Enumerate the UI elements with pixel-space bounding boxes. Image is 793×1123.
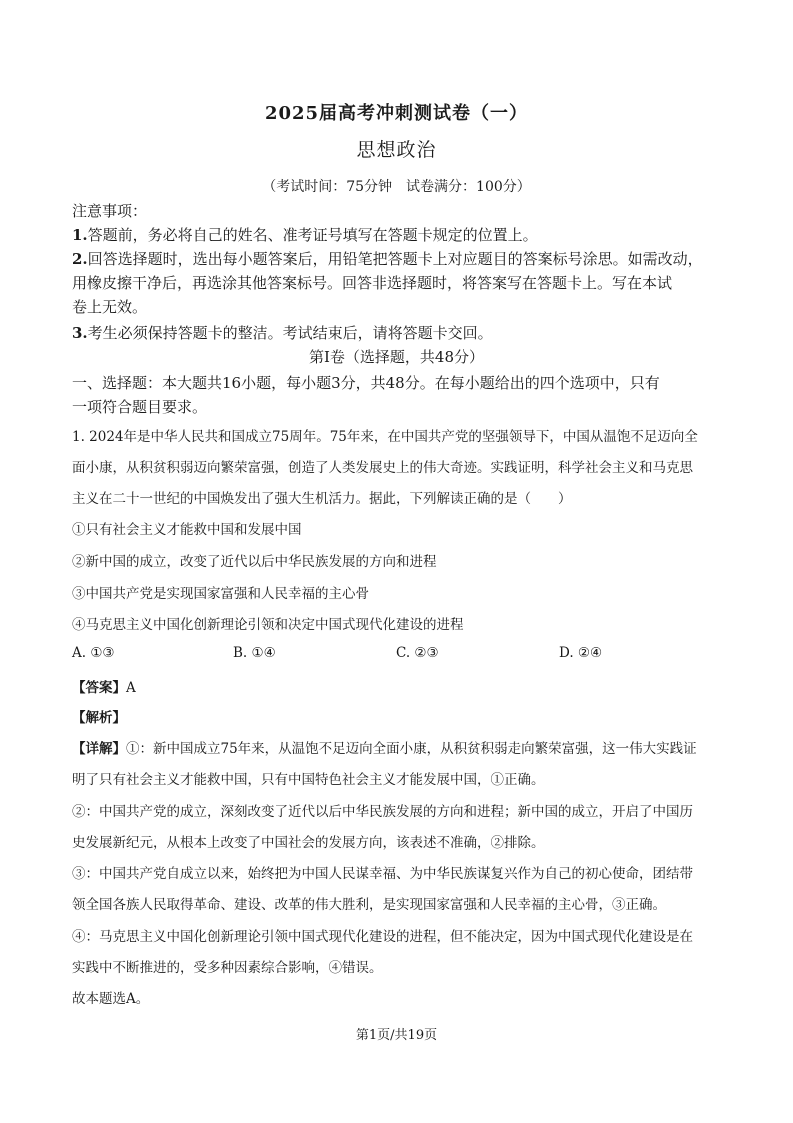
detail-line: 领全国各族人民取得革命、建设、改革的伟大胜利，是实现国家富强和人民幸福的主心骨，③正确。 xyxy=(72,897,666,913)
page-number: 第1页/共19页 xyxy=(355,1028,438,1043)
option-d: D. ②④ xyxy=(559,645,603,661)
detail-line: ④：马克思主义中国化创新理论引领中国式现代化建设的进程，但不能决定，因为中国式现代化建设是在 xyxy=(72,929,693,945)
question-stem-line: 主义在二十一世纪的中国焕发出了强大生机活力。据此，下列解读正确的是（ ） xyxy=(72,491,572,507)
notice-item-1 xyxy=(72,224,538,245)
part1-heading: 第Ⅰ卷（选择题，共48分） xyxy=(308,348,484,366)
answer-line xyxy=(72,676,136,696)
notice-item-1-number: 1. xyxy=(72,226,88,244)
section-instruction: 一项符合题目要求。 xyxy=(72,398,208,416)
analysis-label: 【解析】 xyxy=(72,710,126,726)
statement-3: ③中国共产党是实现国家富强和人民幸福的主心骨 xyxy=(72,586,369,602)
notice-item-3 xyxy=(72,322,493,343)
detail-line xyxy=(72,737,697,757)
notice-item-3-text: 考生必须保持答题卡的整洁。考试结束后，请将答题卡交回。 xyxy=(87,324,493,342)
answer-value: A xyxy=(126,680,136,696)
notice-item-2-line: 回答选择题时，选出每小题答案后，用铅笔把答题卡上对应题目的答案标号涂思。如需改动， xyxy=(87,250,703,268)
notice-item-2-line: 用橡皮擦干净后，再选涂其他答案标号。回答非选择题时，将答案写在答题卡上。写在本试 xyxy=(72,274,673,292)
exam-title: 2025届高考冲刺测试卷（一） xyxy=(264,103,529,124)
option-b: B. ①④ xyxy=(233,645,276,661)
notice-item-2 xyxy=(72,248,703,269)
notice-item-1-text: 答题前，务必将自己的姓名、准考证号填写在答题卡规定的位置上。 xyxy=(87,226,538,244)
detail-label: 【详解】 xyxy=(72,741,126,757)
statement-2: ②新中国的成立，改变了近代以后中华民族发展的方向和进程 xyxy=(72,554,437,570)
statement-1: ①只有社会主义才能救中国和发展中国 xyxy=(72,522,302,538)
exam-info xyxy=(0,176,793,196)
statement-4: ④马克思主义中国化创新理论引领和决定中国式现代化建设的进程 xyxy=(72,617,464,633)
notice-item-2-number: 2. xyxy=(72,250,88,268)
notice-heading: 注意事项： xyxy=(72,202,148,220)
exam-time: （考试时间：75分钟 xyxy=(262,179,393,195)
detail-line: ③：中国共产党自成立以来，始终把为中国人民谋幸福、为中华民族谋复兴作为自己的初心使命，团结带 xyxy=(72,866,693,882)
detail-line: 明了只有社会主义才能救中国，只有中国特色社会主义才能发展中国，①正确。 xyxy=(72,772,545,788)
conclusion: 故本题选A。 xyxy=(72,991,150,1007)
question-stem-line: 面小康，从积贫积弱迈向繁荣富强，创造了人类发展史上的伟大奇迹。实践证明，科学社会主义和马克思 xyxy=(72,460,693,476)
notice-item-3-number: 3. xyxy=(72,324,88,342)
question-stem-line: 1. 2024年是中华人民共和国成立75周年。75年来，在中国共产党的坚强领导下，中国从温饱不足迈向全 xyxy=(72,429,698,445)
option-a: A. ①③ xyxy=(72,645,115,661)
detail-text: ①：新中国成立75年来，从温饱不足迈向全面小康，从积贫积弱走向繁荣富强，这一伟大实践证 xyxy=(126,741,697,757)
exam-full-score: 试卷满分：100分） xyxy=(406,179,531,195)
section-instruction: 一、选择题：本大题共16小题，每小题3分，共48分。在每小题给出的四个选项中，只有 xyxy=(72,374,660,392)
option-c: C. ②③ xyxy=(396,645,439,661)
detail-line: 实践中不断推进的，受多种因素综合影响，④错误。 xyxy=(72,960,383,976)
detail-line: ②：中国共产党的成立，深刻改变了近代以后中华民族发展的方向和进程；新中国的成立，开启了中国历 xyxy=(72,804,693,820)
detail-line: 史发展新纪元，从根本上改变了中国社会的发展方向，该表述不准确，②排除。 xyxy=(72,835,545,851)
exam-subject: 思想政治 xyxy=(356,139,437,161)
notice-item-2-line: 卷上无效。 xyxy=(72,298,148,316)
answer-label: 【答案】 xyxy=(72,680,126,696)
